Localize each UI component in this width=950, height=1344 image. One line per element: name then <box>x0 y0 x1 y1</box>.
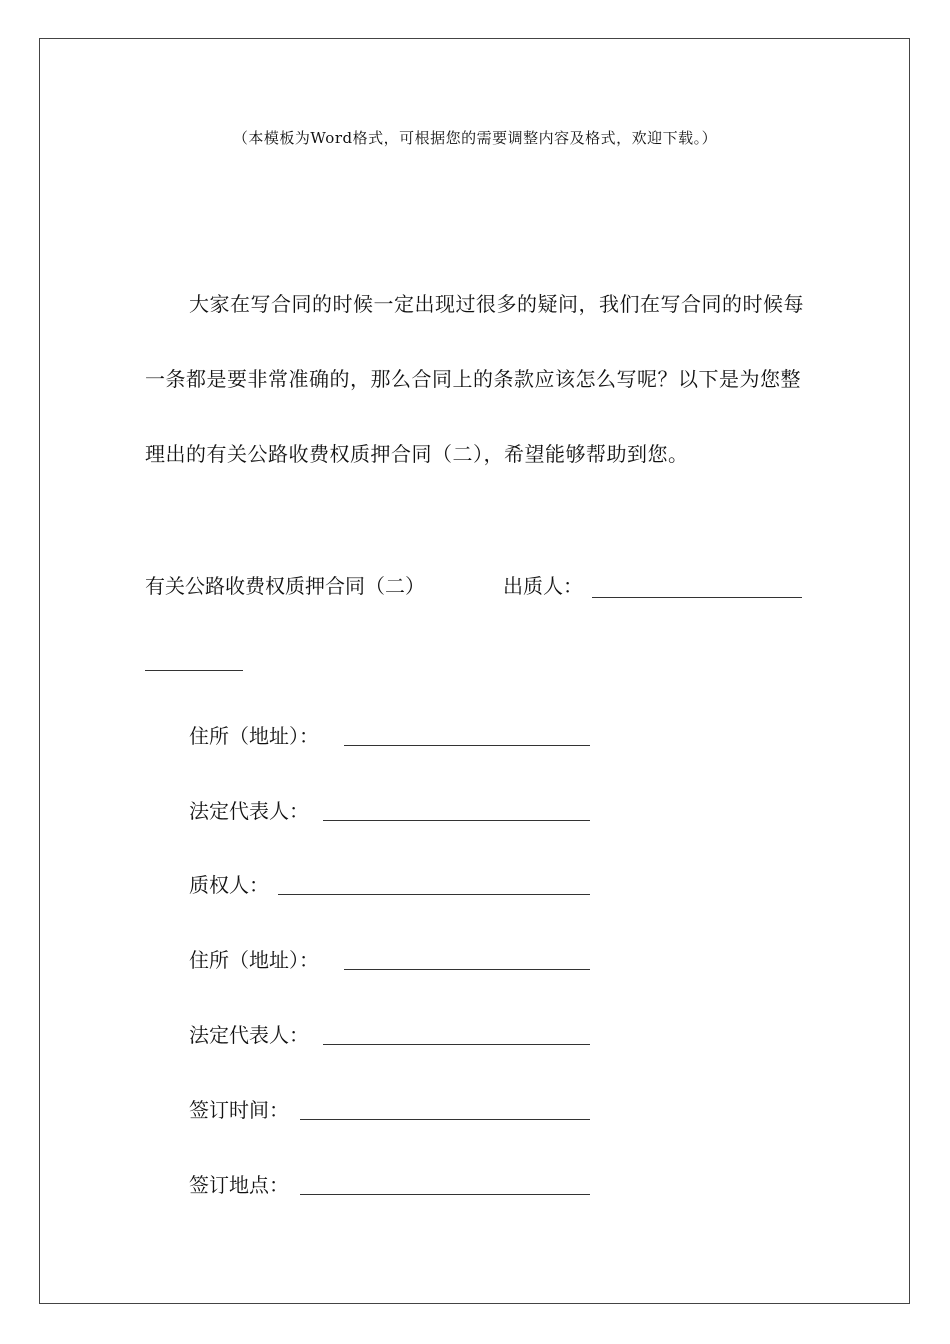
field-pledgor-address-blank[interactable] <box>344 745 590 746</box>
field-pledgor-representative-label: 法定代表人： <box>189 799 309 823</box>
field-pledgee-address-label: 住所（地址）： <box>189 948 319 972</box>
field-sign-place-label: 签订地点： <box>189 1173 289 1197</box>
field-pledgee-representative-label: 法定代表人： <box>189 1023 309 1047</box>
field-sign-place-blank[interactable] <box>300 1194 590 1195</box>
field-pledgee-representative-blank[interactable] <box>323 1044 590 1045</box>
pledgor-blank-continued[interactable] <box>145 670 243 671</box>
field-sign-date-label: 签订时间： <box>189 1098 289 1122</box>
template-note: （本模板为Word格式，可根据您的需要调整内容及格式，欢迎下载。） <box>232 129 718 147</box>
field-pledgor-representative-blank[interactable] <box>323 820 590 821</box>
page-frame <box>39 38 910 1304</box>
field-pledgee-blank[interactable] <box>278 894 590 895</box>
field-pledgee-label: 质权人： <box>189 873 269 897</box>
field-sign-date-blank[interactable] <box>300 1119 590 1120</box>
field-pledgor-address-label: 住所（地址）： <box>189 724 319 748</box>
pledgor-blank[interactable] <box>592 597 802 598</box>
field-pledgee-address-blank[interactable] <box>344 969 590 970</box>
intro-paragraph: 大家在写合同的时候一定出现过很多的疑问，我们在写合同的时候每一条都是要非常准确的，那么合同上的条款应该怎么写呢？以下是为您整理出的有关公路收费权质押合同（二），希望能够帮助到您。 <box>145 292 804 466</box>
contract-title: 有关公路收费权质押合同（二） <box>145 574 425 598</box>
pledgor-label: 出质人： <box>503 574 583 598</box>
